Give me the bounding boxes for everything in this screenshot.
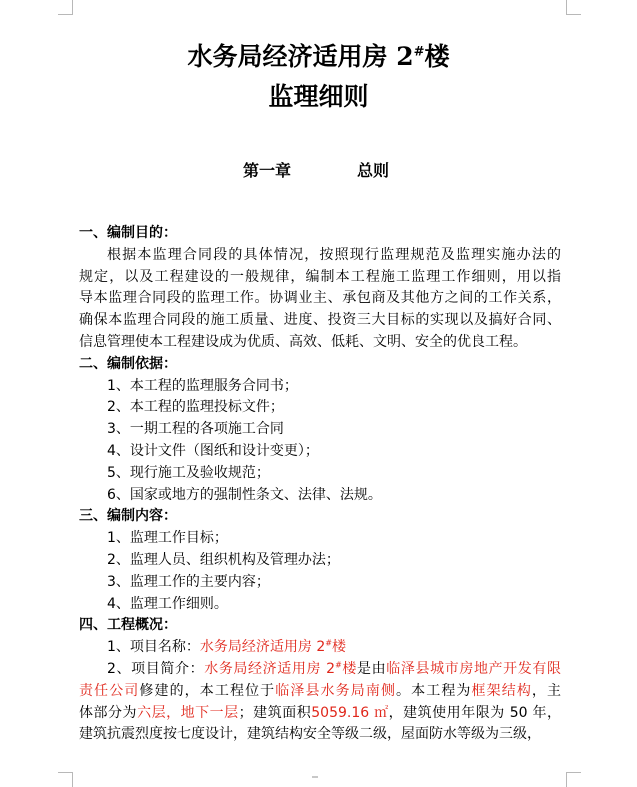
floor-count: 六层，地下一层 xyxy=(137,704,239,721)
project-intro-name-text: 水务局经济适用房 2 xyxy=(204,660,336,677)
building-area: 5059.16 ㎡ xyxy=(311,704,389,721)
project-intro-line xyxy=(79,702,561,724)
project-intro-label: 2、项目简介： xyxy=(107,660,205,677)
project-intro-text: 。本工程为 xyxy=(396,682,472,699)
project-name-line xyxy=(79,636,561,658)
paragraph-line: 规定，以及工程建设的一般规律，编制本工程施工监理工作细则，用以指 xyxy=(79,268,561,285)
structure-type: 框架结构 xyxy=(471,682,532,699)
project-intro-line xyxy=(79,680,561,702)
project-intro-text: ，主 xyxy=(531,682,562,699)
list-item: 2、监理人员、组织机构及管理办法； xyxy=(107,551,340,568)
project-intro-text: 是由 xyxy=(357,660,387,677)
title-end: 楼 xyxy=(424,42,450,71)
list-item: 1、本工程的监理服务合同书； xyxy=(107,377,298,394)
list-item: 2、本工程的监理投标文件； xyxy=(107,399,284,416)
paragraph-line: 确保本监理合同段的施工质量、进度、投资三大目标的实现以及搞好合同、 xyxy=(79,312,561,329)
paragraph-line: 导本监理合同段的监理工作。协调业主、承包商及其他方之间的工作关系， xyxy=(79,290,561,307)
project-name-label: 1、项目名称： xyxy=(107,639,200,656)
project-intro-line xyxy=(79,658,561,680)
section-heading: 一、编制目的： xyxy=(79,225,177,241)
list-item: 3、一期工程的各项施工合同 xyxy=(107,421,284,438)
crop-mark-top-left xyxy=(58,0,73,15)
project-intro-line: 建筑抗震烈度按七度设计，建筑结构安全等级二级，屋面防水等级为三级， xyxy=(79,726,541,743)
developer-name-cont: 责任公司 xyxy=(79,682,140,699)
chapter-name: 总则 xyxy=(357,161,390,180)
list-item: 1、监理工作目标； xyxy=(107,530,228,547)
crop-mark-top-right xyxy=(566,0,581,15)
developer-name: 临泽县城市房地产开发有限 xyxy=(386,660,562,677)
list-item: 5、现行施工及验收规范； xyxy=(107,464,270,481)
project-intro-text: ，建筑使用年限为 50 年， xyxy=(388,704,562,721)
project-name-end: 楼 xyxy=(331,639,346,656)
title-sup: # xyxy=(413,44,425,60)
project-name-sup: # xyxy=(325,638,332,648)
project-name-value xyxy=(200,639,346,655)
section-heading: 二、编制依据： xyxy=(79,355,177,372)
project-intro-name xyxy=(204,661,357,677)
paragraph-line: 信息管理使本工程建设成为优质、高效、低耗、文明、安全的优良工程。 xyxy=(79,333,527,350)
document-title xyxy=(0,42,637,72)
list-item: 4、设计文件（图纸和设计变更）； xyxy=(107,442,319,459)
project-intro-text: ；建筑面积 xyxy=(238,704,312,721)
project-intro-text: 修建的，本工程位于 xyxy=(139,682,276,699)
paragraph-line: 根据本监理合同段的具体情况，按照现行监理规范及监理实施办法的 xyxy=(107,246,561,263)
section-heading: 三、编制内容： xyxy=(79,508,177,525)
project-intro-name-sup: # xyxy=(335,660,342,670)
section-heading: 四、工程概况： xyxy=(79,617,177,634)
title-main: 水务局经济适用房 2 xyxy=(187,42,414,71)
project-location: 临泽县水务局南侧 xyxy=(275,682,397,699)
project-intro-name-end: 楼 xyxy=(341,660,358,677)
document-subtitle: 监理细则 xyxy=(268,82,369,111)
list-item: 6、国家或地方的强制性条文、法律、法规。 xyxy=(107,486,382,503)
list-item: 4、监理工作细则。 xyxy=(107,595,228,612)
body-text xyxy=(79,222,561,745)
page-footer-mark xyxy=(312,776,318,778)
project-name-text: 水务局经济适用房 2 xyxy=(199,639,326,656)
list-item: 3、监理工作的主要内容； xyxy=(107,573,270,590)
project-intro-text: 体部分为 xyxy=(79,704,138,721)
chapter-number: 第一章 xyxy=(243,161,292,180)
